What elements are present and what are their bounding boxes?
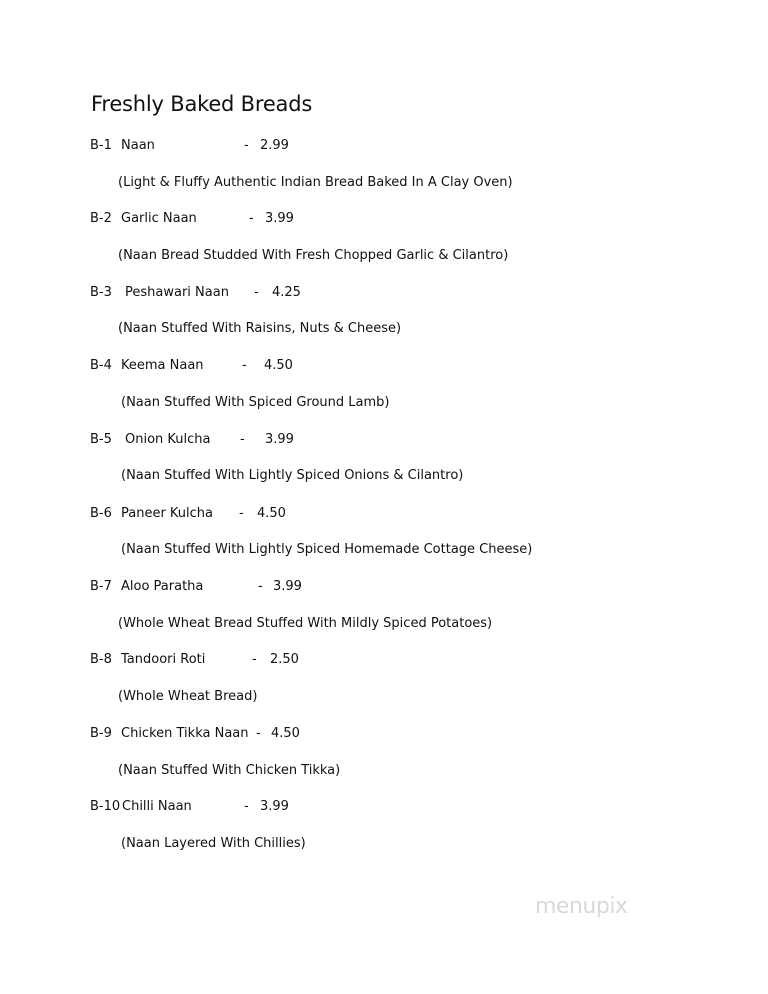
- item-code: B-5: [90, 432, 112, 447]
- item-description: (Naan Stuffed With Raisins, Nuts & Cheese): [118, 321, 402, 336]
- item-dash: -: [254, 285, 259, 300]
- item-dash: -: [239, 506, 244, 521]
- item-name: Onion Kulcha: [125, 432, 211, 447]
- item-price: 4.50: [264, 358, 293, 373]
- item-code: B-7: [90, 579, 112, 594]
- item-dash: -: [252, 652, 257, 667]
- item-description: (Light & Fluffy Authentic Indian Bread Baked In A Clay Oven): [118, 175, 513, 190]
- item-name: Peshawari Naan: [125, 285, 229, 300]
- item-price: 3.99: [273, 579, 302, 594]
- item-code: B-9: [90, 726, 112, 741]
- item-description: (Naan Bread Studded With Fresh Chopped Garlic & Cilantro): [118, 248, 509, 263]
- item-price: 4.50: [257, 506, 286, 521]
- item-code: B-10: [90, 799, 121, 814]
- item-price: 4.25: [272, 285, 301, 300]
- item-price: 2.99: [260, 138, 289, 153]
- item-code: B-1: [90, 138, 112, 153]
- page-title: Freshly Baked Breads: [91, 92, 313, 116]
- item-code: B-3: [90, 285, 112, 300]
- item-description: (Naan Stuffed With Lightly Spiced Onions & Cilantro): [121, 468, 464, 483]
- item-name: Chilli Naan: [122, 799, 192, 814]
- item-dash: -: [242, 358, 247, 373]
- item-name: Aloo Paratha: [121, 579, 204, 594]
- item-description: (Naan Stuffed With Lightly Spiced Homemade Cottage Cheese): [121, 542, 533, 557]
- item-code: B-6: [90, 506, 112, 521]
- item-dash: -: [256, 726, 261, 741]
- item-code: B-4: [90, 358, 112, 373]
- item-dash: -: [258, 579, 263, 594]
- item-name: Garlic Naan: [121, 211, 197, 226]
- item-price: 3.99: [265, 432, 294, 447]
- item-name: Tandoori Roti: [121, 652, 206, 667]
- item-dash: -: [240, 432, 245, 447]
- item-price: 4.50: [271, 726, 300, 741]
- item-dash: -: [244, 799, 249, 814]
- item-description: (Naan Stuffed With Chicken Tikka): [118, 763, 341, 778]
- menupix-watermark: menupix: [535, 894, 628, 919]
- item-description: (Naan Stuffed With Spiced Ground Lamb): [121, 395, 390, 410]
- item-description: (Whole Wheat Bread): [118, 689, 258, 704]
- item-price: 3.99: [265, 211, 294, 226]
- item-code: B-8: [90, 652, 112, 667]
- item-name: Chicken Tikka Naan: [121, 726, 249, 741]
- item-price: 2.50: [270, 652, 299, 667]
- item-name: Paneer Kulcha: [121, 506, 214, 521]
- item-code: B-2: [90, 211, 112, 226]
- item-price: 3.99: [260, 799, 289, 814]
- item-description: (Naan Layered With Chillies): [121, 836, 306, 851]
- item-name: Keema Naan: [121, 358, 204, 373]
- item-description: (Whole Wheat Bread Stuffed With Mildly Spiced Potatoes): [118, 616, 493, 631]
- item-dash: -: [249, 211, 254, 226]
- item-name: Naan: [121, 138, 155, 153]
- item-dash: -: [244, 138, 249, 153]
